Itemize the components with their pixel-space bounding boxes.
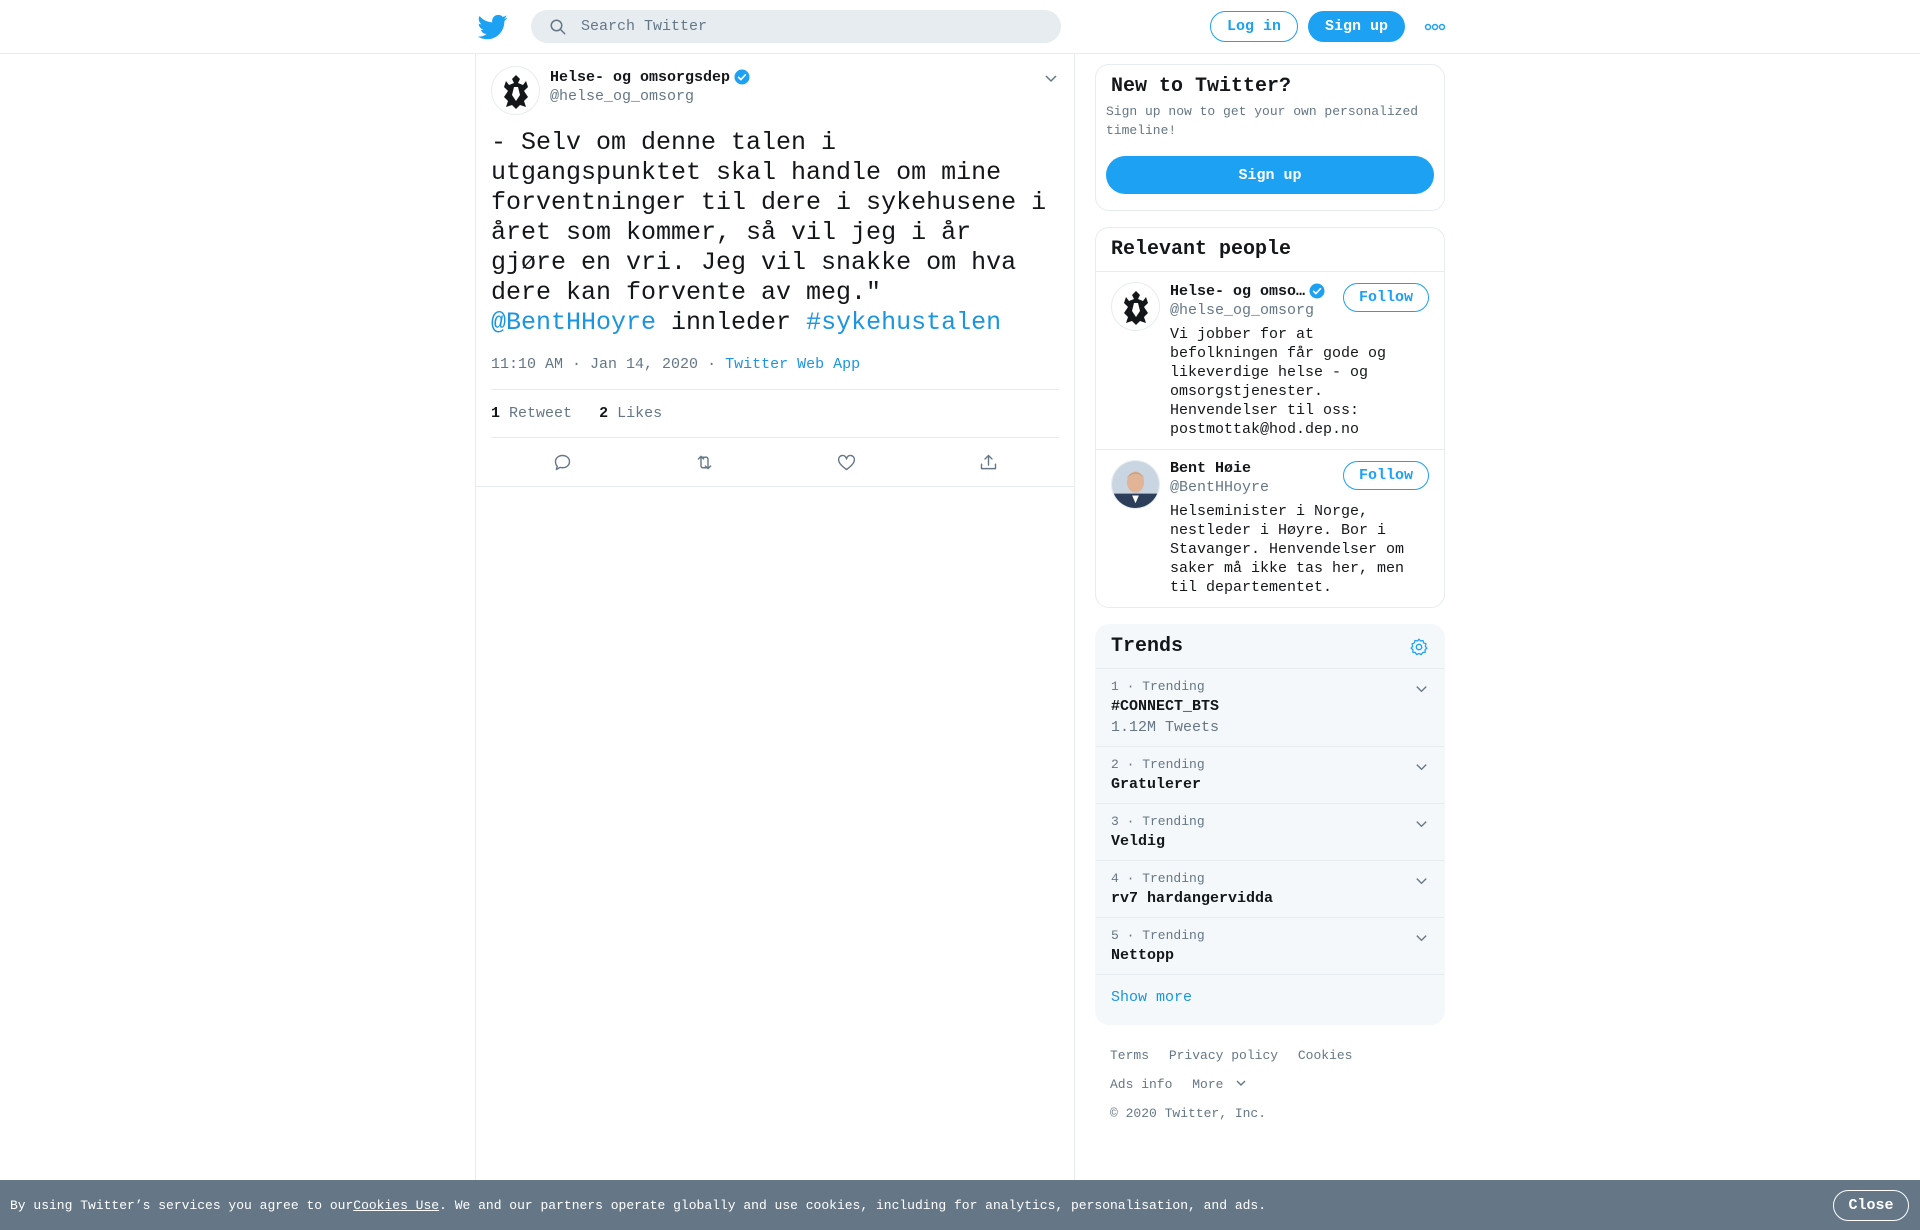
right-sidebar	[1095, 64, 1445, 1128]
retweet-stat[interactable]	[491, 405, 572, 422]
trend-count: 1.12M Tweets	[1111, 719, 1220, 736]
trend-item[interactable]	[1096, 669, 1444, 747]
coat-of-arms-lion-icon	[498, 71, 534, 111]
avatar[interactable]	[1111, 282, 1160, 331]
like-icon[interactable]	[836, 452, 857, 473]
person-name-text[interactable]: Helse- og omso…	[1170, 282, 1306, 300]
tweet-metadata	[491, 356, 1059, 390]
more-dots-icon[interactable]	[1424, 19, 1446, 35]
footer-more-menu[interactable]	[1192, 1070, 1247, 1099]
new-to-twitter-text: Sign up now to get your own personalized timeline!	[1106, 104, 1419, 138]
trend-meta: 4 · Trending	[1111, 871, 1205, 886]
tweet-actions	[491, 438, 1059, 486]
trend-name[interactable]: Nettopp	[1111, 947, 1175, 964]
tweet-body-mid: innleder	[656, 308, 807, 337]
author-name-text[interactable]: Helse- og omsorgsdep	[550, 68, 731, 86]
meta-separator: ·	[707, 356, 717, 373]
cookie-text-suffix: . We and our partners operate globally and use cookies, including for analytics, personalisation, and ads.	[439, 1197, 1267, 1213]
trend-name[interactable]: rv7 hardangervidda	[1111, 890, 1274, 907]
mention-link[interactable]: @BentHHoyre	[491, 308, 657, 337]
tweet-body: - Selv om denne talen i utgangspunktet skal handle om mine forventninger til dere i sykehusene i året som kommer, så vil jeg i år gjøre en vri. Jeg vil snakke om hva dere kan forvente av meg."	[491, 128, 1047, 307]
footer-terms-link[interactable]: Terms	[1110, 1048, 1150, 1063]
person-photo	[1112, 460, 1159, 509]
retweet-icon[interactable]	[694, 452, 715, 473]
relevant-people-title: Relevant people	[1111, 238, 1292, 261]
trend-name[interactable]: Veldig	[1111, 833, 1166, 850]
trends-header	[1096, 625, 1444, 669]
verified-badge-icon	[1308, 282, 1326, 300]
retweet-label: Retweet	[509, 405, 573, 422]
trend-name[interactable]: Gratulerer	[1111, 776, 1202, 793]
avatar[interactable]	[491, 66, 540, 115]
chevron-down-icon	[1235, 1078, 1247, 1088]
footer-cookies-link[interactable]: Cookies	[1297, 1048, 1353, 1063]
cookie-consent-bar	[0, 1180, 1920, 1230]
like-count: 2	[599, 405, 609, 422]
trend-item[interactable]	[1096, 747, 1444, 804]
follow-button[interactable]: Follow	[1343, 461, 1429, 490]
trends-title: Trends	[1111, 635, 1184, 658]
tweet-source-link[interactable]: Twitter Web App	[725, 356, 861, 373]
trend-item[interactable]	[1096, 918, 1444, 975]
person-bio: Helseminister i Norge, nestleder i Høyre. Bor i Stavanger. Henvendelser om saker må ikke tas her, men til departementet.	[1170, 503, 1405, 596]
search-box[interactable]	[531, 10, 1061, 43]
footer-copyright: © 2020 Twitter, Inc.	[1110, 1106, 1267, 1121]
person-handle[interactable]: @BentHHoyre	[1170, 479, 1270, 496]
reply-icon[interactable]	[552, 452, 573, 473]
avatar[interactable]	[1111, 460, 1160, 509]
search-icon	[549, 18, 567, 36]
cookie-close-button[interactable]: Close	[1833, 1190, 1909, 1221]
footer-more-label: More	[1192, 1077, 1224, 1092]
trend-meta: 1 · Trending	[1111, 679, 1205, 694]
trend-item[interactable]	[1096, 804, 1444, 861]
tweet-column	[475, 54, 1075, 1180]
settings-gear-icon[interactable]	[1409, 637, 1429, 657]
chevron-down-icon[interactable]	[1414, 681, 1429, 696]
show-more-link[interactable]: Show more	[1111, 989, 1193, 1006]
sidebar-signup-button[interactable]: Sign up	[1106, 156, 1434, 194]
author-name[interactable]	[550, 68, 751, 86]
chevron-down-icon[interactable]	[1414, 759, 1429, 774]
hashtag-link[interactable]: #sykehustalen	[806, 308, 1002, 337]
person-bio: Vi jobber for at befolkningen får gode og likeverdige helse - og omsorgstjenester. Henvendelser til oss: postmottak@hod.dep.no	[1170, 326, 1387, 438]
verified-badge-icon	[733, 68, 751, 86]
trend-item[interactable]	[1096, 861, 1444, 918]
tweet-stats	[491, 390, 1059, 438]
coat-of-arms-lion-icon	[1118, 287, 1154, 327]
tweet-text	[491, 128, 1059, 338]
share-icon[interactable]	[978, 452, 999, 473]
retweet-count: 1	[491, 405, 501, 422]
new-to-twitter-card	[1095, 64, 1445, 211]
relevant-people-card	[1095, 227, 1445, 608]
trends-card	[1095, 624, 1445, 1025]
person-name-text[interactable]: Bent Høie	[1170, 460, 1252, 477]
signup-button[interactable]: Sign up	[1308, 11, 1405, 42]
new-to-twitter-title: New to Twitter?	[1111, 75, 1292, 98]
like-stat[interactable]	[599, 405, 662, 422]
footer-links	[1095, 1041, 1445, 1128]
chevron-down-icon[interactable]	[1414, 930, 1429, 945]
search-input[interactable]	[581, 18, 1061, 35]
author-handle[interactable]: @helse_og_omsorg	[550, 88, 695, 105]
tweet-header	[491, 66, 1059, 120]
trend-meta: 3 · Trending	[1111, 814, 1205, 829]
tweet	[476, 54, 1074, 487]
like-label: Likes	[617, 405, 663, 422]
trend-name[interactable]: #CONNECT_BTS	[1111, 698, 1220, 715]
twitter-bird-icon[interactable]	[478, 12, 508, 42]
login-button[interactable]: Log in	[1210, 11, 1298, 42]
chevron-down-icon[interactable]	[1043, 70, 1059, 86]
trend-meta: 5 · Trending	[1111, 928, 1205, 943]
follow-button[interactable]: Follow	[1343, 283, 1429, 312]
trend-meta: 2 · Trending	[1111, 757, 1205, 772]
top-navigation-bar	[0, 0, 1920, 54]
footer-privacy-link[interactable]: Privacy policy	[1168, 1048, 1279, 1063]
person-bent-hoie[interactable]	[1096, 449, 1444, 607]
cookie-text-prefix: By using Twitter’s services you agree to our	[10, 1197, 354, 1213]
chevron-down-icon[interactable]	[1414, 873, 1429, 888]
chevron-down-icon[interactable]	[1414, 816, 1429, 831]
cookies-use-link[interactable]: Cookies Use	[353, 1197, 440, 1213]
tweet-timestamp[interactable]: 11:10 AM · Jan 14, 2020	[491, 356, 699, 373]
person-handle[interactable]: @helse_og_omsorg	[1170, 302, 1315, 319]
footer-ads-link[interactable]: Ads info	[1110, 1077, 1173, 1092]
person-helse-og-omsorg[interactable]	[1096, 271, 1444, 449]
